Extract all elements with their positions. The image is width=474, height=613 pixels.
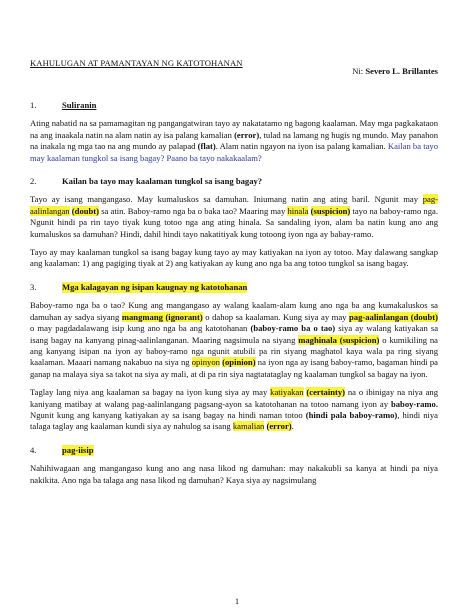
section-pag-iisip: [30, 445, 438, 486]
highlight-term: katiyakan: [270, 387, 304, 398]
paragraph-text: , tulad na lamang ng hugis ng mundo. May panahon na inakala ng mga tao na ang mundo ay palapad: [30, 129, 438, 152]
section-suliranin: [30, 100, 438, 164]
highlight-term: mangmang (ignorant): [121, 311, 203, 322]
paragraph-text: Tayo ay isang mangangaso. May kumaluskos sa damuhan. Iniumang natin ang ating baril. Ngunit may: [30, 194, 423, 205]
paragraph-text: o kumikiling na ang kanyang isipan na iyon ay baboy-ramo nga ngunit atubili pa rin siyang maghatol kaya wala pa ring siyang kaalaman. Maaari namang nakabuo na siya ng: [30, 334, 438, 368]
section-heading: [30, 100, 438, 111]
highlight-term: opinyon: [191, 357, 220, 368]
section-number: 2.: [30, 176, 37, 187]
term-bold: (hindi pala baboy-ramo): [305, 409, 398, 420]
paragraph-text: na iyon nga ay isang baboy-ramo, bagaman hindi pa ganap na malaya siya sa takot na siya ay mali, at di pa rin siya nagtatataglay ng kaalaman tungkol sa bagay na iyon.: [30, 357, 438, 379]
paragraph: [30, 118, 438, 164]
document-header: [30, 58, 438, 80]
page-number: 1: [235, 597, 239, 606]
section-title: Suliranin: [62, 100, 97, 110]
paragraph: [30, 387, 438, 433]
section-number: 1.: [30, 100, 37, 110]
highlight-term: (certainty): [306, 387, 346, 398]
author-line: [352, 66, 438, 77]
paragraph-text: Ating nabatid na sa pamamagitan ng pangangatwiran tayo ay nakatatamo ng bagong kaalaman. May mga pagkakataon na ang inaakala natin na alam natin ay isa palang kamalian: [30, 118, 438, 140]
section-title: Mga kalagayan ng isipan kaugnay ng katotohanan: [62, 281, 248, 292]
highlight-term: (error): [266, 421, 292, 432]
paragraph-text: sa atin. Baboy-ramo nga ba o baka tao? Maaring may: [99, 205, 288, 216]
paragraph: Nahihiwagaan ang mangangaso kung ano ang nasa likod ng damuhan: may nakakubli sa kanya at hindi pa niya nakikita. Ano nga ba talaga ang nasa likod ng damuhan? Kaya siya ay nagsimulang: [30, 463, 438, 485]
highlight-term: pag-aalinlangan (doubt): [349, 311, 439, 322]
paragraph: Tayo ay may kaalaman tungkol sa isang bagay kung tayo ay may katiyakan na iyon ay totoo. May dalawang sangkap ang kaalaman: 1) ang pagiging tiyak at 2) ang katiyakan ay kung ano nga ba ang totoo tungkol sa isang bagay.: [30, 247, 438, 269]
term-bold: (baboy-ramo ba o tao): [250, 323, 336, 334]
section-heading: [30, 445, 438, 456]
highlight-term: maghinala (suspicion): [298, 334, 380, 345]
author-prefix: Ni:: [352, 66, 364, 76]
paragraph-text: Baboy-ramo nga ba o tao? Kung ang mangangaso ay walang kaalam-alam kung ano nga ba ang kumakaluskos sa damuhan ay sadya siyang: [30, 300, 438, 322]
paragraph-text: siya ay walang katiyakan sa isang bagay na kanyang pinag-aalinlanganan. Maaring nagsimula na siyang: [30, 323, 439, 345]
highlight-term: (opinion): [222, 357, 256, 368]
paragraph-text: o dahop sa kaalaman. Kung siya ay may: [202, 311, 350, 322]
section-number: 4.: [30, 444, 37, 455]
section-number: 3.: [30, 281, 37, 292]
term-bold: baboy-ramo.: [390, 398, 438, 409]
paragraph-text: na o ibinigay na niya ang kaniyang matibay at walang pag-aalinlangang pagsang-ayon sa katotohanan na totoo namang iyon ay: [30, 387, 438, 409]
author-name: Severo L. Brillantes: [365, 66, 438, 76]
section-kailan: [30, 176, 438, 270]
paragraph-text: Ngunit kung ang kanyang katiyakan ay sa isang bagay na hindi naman totoo: [30, 409, 306, 420]
highlight-term: hinala: [287, 205, 309, 216]
highlight-term: pag-aalinlangan: [30, 194, 438, 216]
section-title: Kailan ba tayo may kaalaman tungkol sa isang bagay?: [62, 176, 263, 187]
section-kalagayan: [30, 282, 438, 433]
paragraph: [30, 300, 438, 380]
section-heading: [30, 282, 438, 293]
document-title: KAHULUGAN AT PAMANTAYAN NG KATOTOHANAN: [30, 58, 243, 68]
highlight-term: kamalian: [232, 421, 265, 432]
paragraph-text: . Alam natin ngayon na iyon isa palang kamalian.: [215, 141, 388, 152]
section-heading: [30, 176, 438, 187]
guiding-question: Kailan ba tayo may kaalaman tungkol sa isang bagay? Paano ba tayo nakakaalam?: [30, 141, 438, 163]
highlight-term: (suspicion): [310, 205, 351, 216]
paragraph: [30, 194, 438, 240]
paragraph-text: .: [291, 421, 294, 432]
term-error: (error): [234, 129, 260, 140]
term-flat: (flat): [197, 141, 216, 152]
paragraph-text: o may pagdadalawang isip kung ano nga ba ang katotohanan: [30, 323, 251, 334]
highlight-term: (doubt): [71, 205, 100, 216]
paragraph-text: tayo na baboy-ramo nga. Ngunit hindi pa rin tayo tiyak kung totoo nga ang ating hinala. Sa sandaling iyon, alam ba natin kung ano ang kumaluskos sa damuhan? Hindi, dahil hindi tayo nakatitiyak kung totoong iyon nga ay babay-ramo.: [30, 205, 438, 239]
paragraph-text: , hindi niya talaga taglay ang kaalaman kundi siya ay nahulog sa isang: [30, 409, 438, 432]
paragraph-text: Taglay lang niya ang kaalaman sa bagay na iyon kung siya ay may: [30, 387, 271, 398]
section-title: pag-iisip: [62, 444, 94, 455]
